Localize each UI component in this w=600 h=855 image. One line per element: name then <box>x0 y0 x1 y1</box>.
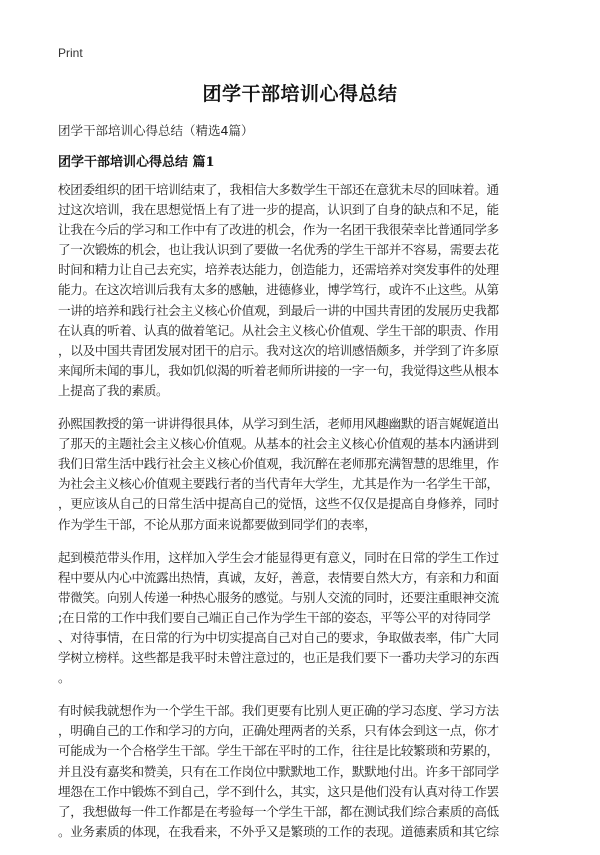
text-line: 了，我想做每一件工作都是在考验每一个学生干部，都在测试我们综合素质的高低 <box>58 803 499 819</box>
text-line: 。业务素质的体现，在我看来，不外乎又是繁琐的工作的表现。道德素质和其它综 <box>58 823 499 839</box>
document-title: 团学干部培训心得总结 <box>202 83 398 105</box>
print-label: Print <box>58 46 83 60</box>
text-line: 了一次锻炼的机会，也让我认识到了要做一名优秀的学生干部并不容易，需要去花 <box>58 242 499 258</box>
text-line: ，以及中国共青团发展对团干的启示。我对这次的培训感悟颇多，并学到了许多原 <box>58 342 499 358</box>
text-line: 在认真的听着、认真的做着笔记。从社会主义核心价值观、学生干部的职责、作用 <box>58 322 499 338</box>
text-line: 埋怨在工作中锻炼不到自己，学不到什么，其实，这只是他们没有认真对待工作罢 <box>58 783 499 799</box>
section-heading: 团学干部培训心得总结 篇1 <box>58 155 215 170</box>
text-line: 一讲的培养和践行社会主义核心价值观，到最后一讲的中国共青团的发展历史我都 <box>58 302 499 318</box>
text-line: 时间和精力让自己去充实，培养表达能力，创造能力，还需培养对突发事件的处理 <box>58 262 499 278</box>
text-line: 校团委组织的团干培训结束了，我相信大多数学生干部还在意犹未尽的回味着。通 <box>58 182 499 197</box>
text-line: 孙熙国教授的第一讲讲得很具体，从学习到生活，老师用风趣幽默的语言娓娓道出 <box>58 416 499 432</box>
text-line: 我们日常生活中践行社会主义核心价值观，我沉醉在老师那充满智慧的思维里，作 <box>58 456 499 472</box>
document-body <box>58 180 556 855</box>
text-line: 带微笑。向别人传递一种热心服务的感觉。与别人交流的同时，还要注重眼神交流 <box>58 589 499 605</box>
text-line: 让我在今后的学习和工作中有了改进的机会，作为一名团干我很荣幸比普通同学多 <box>58 222 499 238</box>
document-subtitle: 团学干部培训心得总结（精选4篇） <box>58 123 254 138</box>
text-line: 为社会主义核心价值观主要践行者的当代青年大学生，尤其是作为一名学生干部， <box>58 476 499 492</box>
text-line: 来闻所未闻的事儿，我如饥似渴的听着老师所讲接的一字一句，我觉得这些从根本 <box>58 362 499 378</box>
text-line: ;在日常的工作中我们要自己端正自己作为学生干部的姿态，平等公平的对待同学 <box>58 609 491 625</box>
text-line: 过这次培训，我在思想觉悟上有了进一步的提高，认识到了自身的缺点和不足，能 <box>58 202 499 218</box>
paragraph-2 <box>58 414 556 535</box>
text-line: 并且没有嘉奖和赞美，只有在工作岗位中默默地工作，默默地付出。许多干部同学 <box>58 763 499 779</box>
text-line: 起到模范带头作用，这样加入学生会才能显得更有意义，同时在日常的学生工作过 <box>58 549 499 565</box>
text-line: ，明确自己的工作和学习的方向，正确处理两者的关系，只有体会到这一点，你才 <box>58 723 499 739</box>
text-line: 学树立榜样。这些都是我平时未曾注意过的，也正是我们要下一番功夫学习的东西 <box>58 650 499 666</box>
text-line: 、对待事情，在日常的行为中切实提高自己对自己的要求，争取做表率，伟广大同 <box>58 629 499 645</box>
text-line: 有时候我就想作为一个学生干部。我们更要有比别人更正确的学习态度、学习方法 <box>58 703 499 719</box>
text-line: 上提高了我的素质。 <box>58 382 169 398</box>
text-line: ，更应该从自己的日常生活中提高自己的觉悟，这些不仅仅是提高自身修养，同时 <box>58 496 499 512</box>
text-line: 作为学生干部，不论从那方面来说都要做到同学们的表率， <box>58 516 377 532</box>
paragraph-4 <box>58 701 556 842</box>
text-line: 。 <box>58 670 71 686</box>
paragraph-1 <box>58 180 556 401</box>
text-line: 程中要从内心中流露出热情，真诚，友好，善意，表情要自然大方，有亲和力和面 <box>58 569 499 585</box>
text-line: 了那天的主题社会主义核心价值观。从基本的社会主义核心价值观的基本内涵讲到 <box>58 436 499 452</box>
paragraph-3 <box>58 548 556 689</box>
text-line: 能力。在这次培训后我有太多的感触，进德修业，博学笃行，或许不止这些。从第 <box>58 282 499 298</box>
text-line: 可能成为一个合格学生干部。学生干部在平时的工作，往往是比较繁琐和劳累的， <box>58 743 499 759</box>
